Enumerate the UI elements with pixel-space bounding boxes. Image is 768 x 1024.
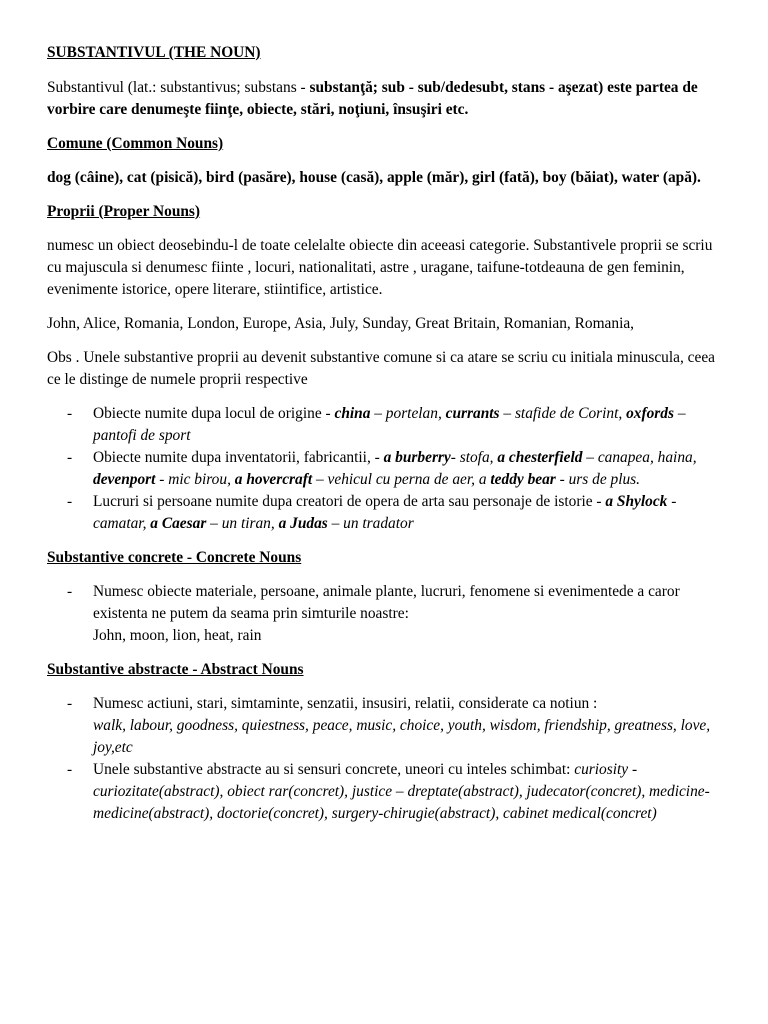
item-gloss: – portelan, (370, 405, 446, 422)
intro-plain: Substantivul (lat.: substantivus; substans - (47, 79, 310, 96)
item-term: devenport (93, 471, 156, 488)
item-lead: Obiecte numite dupa locul de origine - (93, 405, 335, 422)
proper-nouns-definition: numesc un obiect deosebindu-l de toate celelalte obiecte din aceeasi categorie. Substantivele proprii se scriu cu majuscula si denumesc fiinte , locuri, nationalitati, astre , uragane, taifune-totdeauna de gen feminin, evenimente istorice, opere literare, stiintifice, artistice. (47, 237, 713, 298)
concrete-nouns-list (47, 581, 722, 647)
item-term: teddy bear (490, 471, 556, 488)
item-term: a Judas (278, 515, 328, 532)
concrete-nouns-heading: Substantive concrete - Concrete Nouns (47, 549, 302, 566)
item-gloss: - urs de plus. (555, 471, 641, 488)
item-gloss: - mic birou, (155, 471, 235, 488)
proper-nouns-list (47, 403, 722, 535)
proper-nouns-heading: Proprii (Proper Nouns) (47, 203, 201, 220)
item-examples: John, moon, lion, heat, rain (93, 627, 262, 644)
list-item (47, 491, 722, 535)
item-term: oxfords (626, 405, 674, 422)
item-lead: Numesc actiuni, stari, simtaminte, senzatii, insusiri, relatii, considerate ca notiun : (93, 695, 598, 712)
abstract-nouns-list (47, 693, 722, 825)
item-gloss: - camatar, (93, 493, 677, 532)
item-lead: Obiecte numite dupa inventatorii, fabricantii, - (93, 449, 384, 466)
item-term: currants (445, 405, 500, 422)
item-lead: Lucruri si persoane numite dupa creatori de opera de arta sau personaje de istorie - (93, 493, 606, 510)
proper-nouns-examples: John, Alice, Romania, London, Europe, Asia, July, Sunday, Great Britain, Romanian, Romania, (47, 315, 635, 332)
item-term: a Caesar (150, 515, 207, 532)
item-gloss: – pantofi de sport (93, 405, 686, 444)
intro-bold: substanţă; sub - sub/dedesubt, stans - aşezat) este partea de vorbire care denumeşte fiinţe, obiecte, stări, noţiuni, însuşiri etc. (47, 79, 698, 118)
item-examples: curiosity - curiozitate(abstract), obiect rar(concret), justice – dreptate(abstract), judecator(concret), medicine-medicine(abstract), doctorie(concret), surgery-chirugie(abstract), cabinet medical(concret) (93, 761, 710, 822)
list-item (47, 693, 722, 759)
item-text: Numesc obiecte materiale, persoane, animale plante, lucruri, fenomene si evenimentede a caror existenta ne putem da seama prin simturile noastre: (93, 583, 680, 622)
item-gloss: – vehicul cu perna de aer, a (312, 471, 491, 488)
item-lead: Unele substantive abstracte au si sensuri concrete, uneori cu inteles schimbat: (93, 761, 575, 778)
item-term: a chesterfield (497, 449, 583, 466)
common-nouns-examples: dog (câine), cat (pisică), bird (pasăre), house (casă), apple (măr), girl (fată), boy (băiat), water (apă). (47, 169, 701, 186)
page-title: SUBSTANTIVUL (THE NOUN) (47, 44, 261, 61)
intro-paragraph (47, 77, 722, 121)
item-term: a burberry (383, 449, 451, 466)
item-gloss: – un tradator (327, 515, 414, 532)
item-gloss: - stofa, (450, 449, 498, 466)
list-item (47, 403, 722, 447)
item-gloss: – canapea, haina, (582, 449, 697, 466)
item-examples: walk, labour, goodness, quiestness, peace, music, choice, youth, wisdom, friendship, greatness, love, joy,etc (93, 717, 711, 756)
item-gloss: – un tiran, (206, 515, 279, 532)
common-nouns-heading: Comune (Common Nouns) (47, 135, 224, 152)
list-item (47, 581, 722, 647)
item-term: a Shylock (605, 493, 668, 510)
list-item (47, 759, 722, 825)
item-term: china (334, 405, 371, 422)
proper-nouns-observation: Obs . Unele substantive proprii au devenit substantive comune si ca atare se scriu cu initiala minuscula, ceea ce le distinge de numele proprii respective (47, 349, 715, 388)
abstract-nouns-heading: Substantive abstracte - Abstract Nouns (47, 661, 304, 678)
list-item (47, 447, 722, 491)
item-gloss: – stafide de Corint, (499, 405, 627, 422)
item-term: a hovercraft (234, 471, 313, 488)
